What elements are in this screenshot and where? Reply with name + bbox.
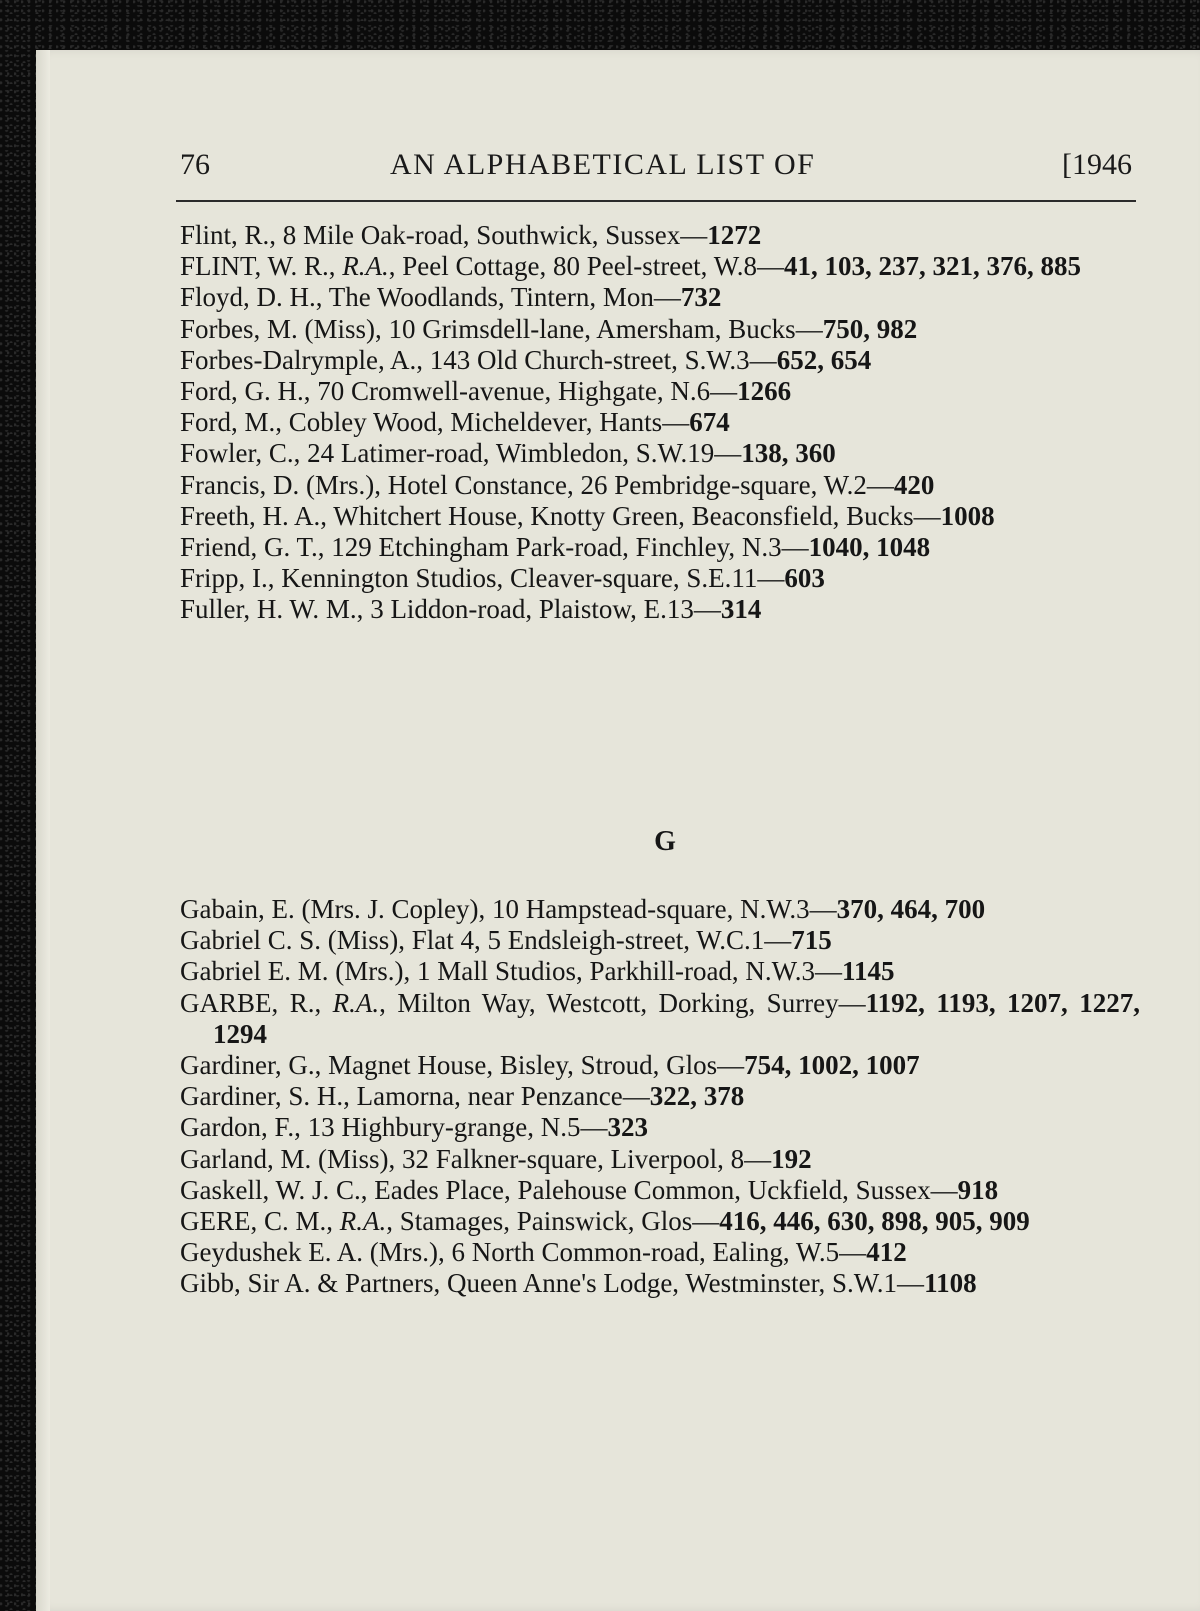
entry-address: Queen Anne's Lodge, Westminster, S.W.1—	[440, 1268, 925, 1299]
list-entry	[180, 501, 1140, 532]
page-number: 76	[180, 148, 210, 181]
entry-address: Whitchert House, Knotty Green, Beaconsfield, Bucks—	[326, 500, 941, 531]
running-year: [1946	[1062, 148, 1132, 181]
entry-address: 6 North Common-road, Ealing, W.5—	[444, 1237, 867, 1268]
entry-address: 10 Hampstead-square, N.W.3—	[485, 894, 837, 924]
entry-name: Gabriel E. M. (Mrs.),	[180, 956, 411, 987]
entry-catalogue-numbers: 715	[791, 925, 832, 956]
list-entry	[180, 1175, 1140, 1206]
entry-address: The Woodlands, Tintern, Mon—	[322, 282, 681, 313]
entry-address: , Stamages, Painswick, Glos—	[386, 1206, 720, 1237]
entry-catalogue-numbers: 412	[866, 1237, 907, 1268]
entry-catalogue-numbers: 918	[957, 1174, 999, 1205]
entry-name: Geydushek E. A. (Mrs.),	[180, 1237, 445, 1268]
header-rule	[176, 200, 1136, 202]
entry-catalogue-numbers: 732	[680, 282, 722, 313]
list-entry	[180, 1206, 1140, 1237]
list-entry	[180, 282, 1140, 313]
list-entry	[180, 925, 1140, 956]
list-entry	[180, 470, 1140, 501]
list-entry	[180, 1237, 1140, 1268]
entry-name: Freeth, H. A.,	[180, 500, 327, 531]
entry-address: 70 Cromwell-avenue, Highgate, N.6—	[310, 376, 738, 407]
entry-name: Fowler, C.,	[180, 438, 301, 469]
entry-name: Friend, G. T.,	[180, 532, 325, 563]
entry-address: 24 Latimer-road, Wimbledon, S.W.19—	[300, 438, 742, 469]
list-entry	[180, 1268, 1140, 1299]
entry-name: GARBE, R.,	[180, 987, 322, 1018]
entry-catalogue-numbers: 138, 360	[741, 438, 836, 469]
entry-name: Gardiner, S. H.,	[180, 1081, 350, 1112]
entry-catalogue-numbers: 370, 464, 700	[836, 894, 986, 924]
entry-address: , Peel Cottage, 80 Peel-street, W.8—	[388, 251, 784, 282]
list-entry	[180, 1112, 1140, 1143]
entry-name: Fuller, H. W. M.,	[180, 594, 364, 625]
entry-address: 3 Liddon-road, Plaistow, E.13—	[363, 594, 721, 625]
entry-catalogue-numbers: 1266	[737, 376, 792, 407]
list-entry	[180, 251, 1140, 282]
entry-catalogue-numbers: 1272	[707, 220, 762, 250]
entry-address: Magnet House, Bisley, Stroud, Glos—	[321, 1050, 745, 1081]
list-entry	[180, 345, 1140, 376]
entry-name: Garland, M. (Miss),	[180, 1143, 396, 1174]
entry-catalogue-numbers: 192	[771, 1143, 812, 1174]
list-entry	[180, 376, 1140, 407]
list-entry	[180, 438, 1140, 469]
entry-catalogue-numbers: 750, 982	[822, 313, 918, 344]
entry-address: Kennington Studios, Cleaver-square, S.E.11—	[274, 563, 785, 594]
entry-address: , Milton Way, Westcott, Dorking, Surrey—	[379, 987, 866, 1018]
entry-address: 143 Old Church-street, S.W.3—	[422, 344, 777, 375]
entry-name: FLINT, W. R.,	[180, 251, 336, 282]
entry-address: 129 Etchingham Park-road, Finchley, N.3—	[324, 532, 809, 563]
entry-name: Gabriel C. S. (Miss),	[180, 925, 405, 956]
entry-address: Cobley Wood, Micheldever, Hants—	[282, 407, 690, 438]
entry-name: Floyd, D. H.,	[180, 282, 323, 313]
entry-honour: R.A.	[339, 1206, 387, 1237]
entry-catalogue-numbers: 1145	[841, 956, 895, 987]
list-entry	[180, 407, 1140, 438]
entry-address: 1 Mall Studios, Parkhill-road, N.W.3—	[410, 956, 842, 987]
list-entry	[180, 1081, 1140, 1112]
entry-catalogue-numbers: 754, 1002, 1007	[744, 1050, 920, 1081]
entry-honour: R.A.	[332, 987, 380, 1018]
entry-catalogue-numbers: 603	[784, 563, 825, 594]
list-entry	[180, 532, 1140, 563]
entry-honour: R.A.	[342, 251, 389, 282]
list-entry	[180, 1050, 1140, 1081]
entry-name: Ford, G. H.,	[180, 376, 311, 407]
entry-catalogue-numbers: 41, 103, 237, 321, 376, 885	[783, 251, 1081, 282]
entry-catalogue-numbers: 314	[720, 594, 762, 625]
entry-name: Flint, R.,	[180, 220, 277, 250]
entry-name: Gaskell, W. J. C.,	[180, 1174, 368, 1205]
entry-catalogue-numbers: 1108	[924, 1268, 977, 1299]
entry-name: Forbes-Dalrymple, A.,	[180, 344, 423, 375]
entry-catalogue-numbers: 1008	[940, 500, 995, 531]
running-title: AN ALPHABETICAL LIST OF	[390, 148, 816, 181]
list-entry	[180, 956, 1140, 987]
page-header	[180, 148, 1150, 188]
list-entry	[180, 988, 1140, 1050]
entry-catalogue-numbers: 1192, 1193, 1207, 1227, 1294	[213, 987, 1140, 1049]
entry-address: 8 Mile Oak-road, Southwick, Sussex—	[276, 220, 708, 250]
entry-catalogue-numbers: 652, 654	[776, 344, 872, 375]
list-entry	[180, 594, 1140, 625]
section-f-entries	[180, 220, 1140, 626]
list-entry	[180, 1144, 1140, 1175]
entry-catalogue-numbers: 674	[689, 407, 730, 438]
entry-address: Flat 4, 5 Endsleigh-street, W.C.1—	[405, 925, 792, 956]
entry-name: GERE, C. M.,	[180, 1206, 334, 1237]
list-entry	[180, 220, 1140, 251]
entry-address: Hotel Constance, 26 Pembridge-square, W.2—	[380, 469, 894, 500]
list-entry	[180, 314, 1140, 345]
section-letter-heading: G	[654, 826, 676, 857]
entry-name: Gardon, F.,	[180, 1112, 301, 1143]
entry-address: Eades Place, Palehouse Common, Uckfield, Sussex—	[367, 1174, 958, 1205]
entry-address: 32 Falkner-square, Liverpool, 8—	[395, 1143, 772, 1174]
entry-address: Lamorna, near Penzance—	[349, 1081, 650, 1112]
entry-catalogue-numbers: 1040, 1048	[808, 532, 931, 563]
section-g-entries	[180, 894, 1140, 1300]
entry-name: Gabain, E. (Mrs. J. Copley),	[180, 894, 486, 924]
entry-catalogue-numbers: 323	[607, 1112, 649, 1143]
entry-name: Francis, D. (Mrs.),	[180, 469, 381, 500]
entry-catalogue-numbers: 416, 446, 630, 898, 905, 909	[719, 1206, 1030, 1237]
entry-name: Fripp, I.,	[180, 563, 275, 594]
entry-name: Gardiner, G.,	[180, 1050, 322, 1081]
entry-address: 13 Highbury-grange, N.5—	[300, 1112, 608, 1143]
entry-name: Ford, M.,	[180, 407, 283, 438]
entry-catalogue-numbers: 420	[893, 469, 935, 500]
entry-name: Forbes, M. (Miss),	[180, 313, 382, 344]
entry-catalogue-numbers: 322, 378	[649, 1081, 745, 1112]
list-entry	[180, 894, 1140, 925]
entry-name: Gibb, Sir A. & Partners,	[180, 1268, 441, 1299]
list-entry	[180, 563, 1140, 594]
entry-address: 10 Grimsdell-lane, Amersham, Bucks—	[381, 313, 823, 344]
